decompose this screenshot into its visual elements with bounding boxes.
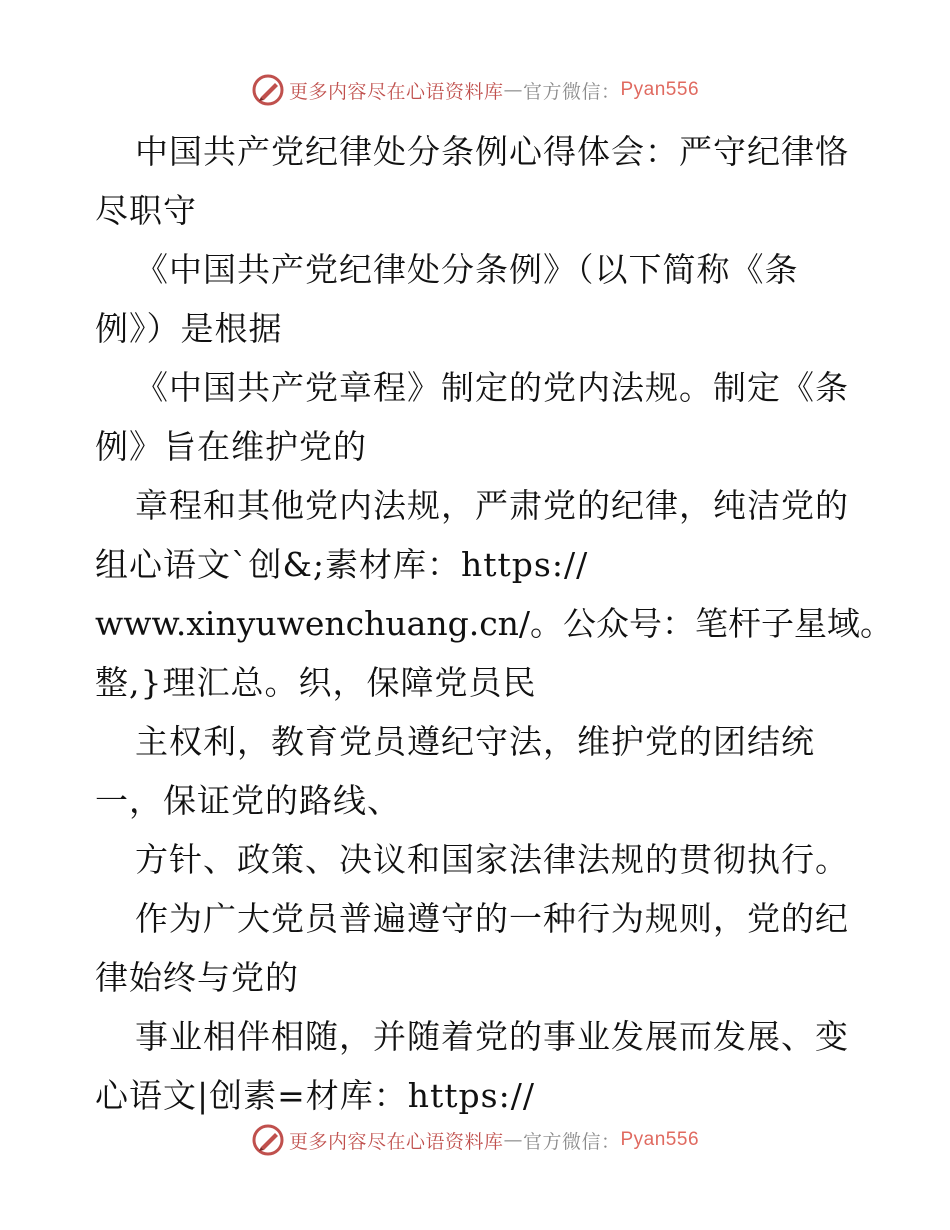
watermark-wechat-label: 官方微信： [522,1130,621,1153]
document-body [95,122,894,1125]
watermark-separator: — [503,1129,523,1151]
paragraph-line: 例》旨在维护党的 [95,427,367,466]
paragraph-line: 事业相伴相随，并随着党的事业发展而发展、变 [135,1017,849,1056]
watermark-site-text: 更多内容尽在心语资料库 [288,80,504,103]
header-watermark [0,72,950,108]
document-title-line: 尽职守 [95,191,197,230]
paragraph-line: 《中国共产党纪律处分条例》（以下简称《条 [135,250,799,289]
paragraph-line: 作为广大党员普遍遵守的一种行为规则，党的纪 [135,899,849,938]
paragraph-line: 《中国共产党章程》制定的党内法规。制定《条 [135,368,849,407]
paragraph-line: 例》）是根据 [95,309,283,348]
paragraph-line: 律始终与党的 [95,958,299,997]
watermark-wechat-id: Pyan556 [620,79,700,100]
paragraph-line: 方针、政策、决议和国家法律法规的贯彻执行。 [135,840,849,879]
paragraph-line: 章程和其他党内法规，严肃党的纪律，纯洁党的 [135,486,849,525]
document-title-line: 中国共产党纪律处分条例心得体会：严守纪律恪 [135,132,849,171]
watermark-wechat-id: Pyan556 [620,1129,700,1150]
paragraph-line: 主权利，教育党员遵纪守法，维护党的团结统 [135,722,815,761]
paragraph-line: 整,}理汇总。织，保障党员民 [95,663,537,702]
footer-watermark [0,1122,950,1158]
watermark-wechat-label: 官方微信： [522,80,621,103]
paragraph-line: 一，保证党的路线、 [95,781,401,820]
paragraph-line: www.xinyuwenchuang.cn/。公众号：笔杆子星域。 [95,604,894,643]
paragraph-line: 心语文|创素=材库：https:// [95,1076,535,1115]
watermark-separator: — [503,79,523,101]
watermark-site-text: 更多内容尽在心语资料库 [288,1130,504,1153]
pen-logo-icon [251,73,285,107]
paragraph-line: 组心语文`创&;素材库：https:// [95,545,589,584]
pen-logo-icon [251,1123,285,1157]
